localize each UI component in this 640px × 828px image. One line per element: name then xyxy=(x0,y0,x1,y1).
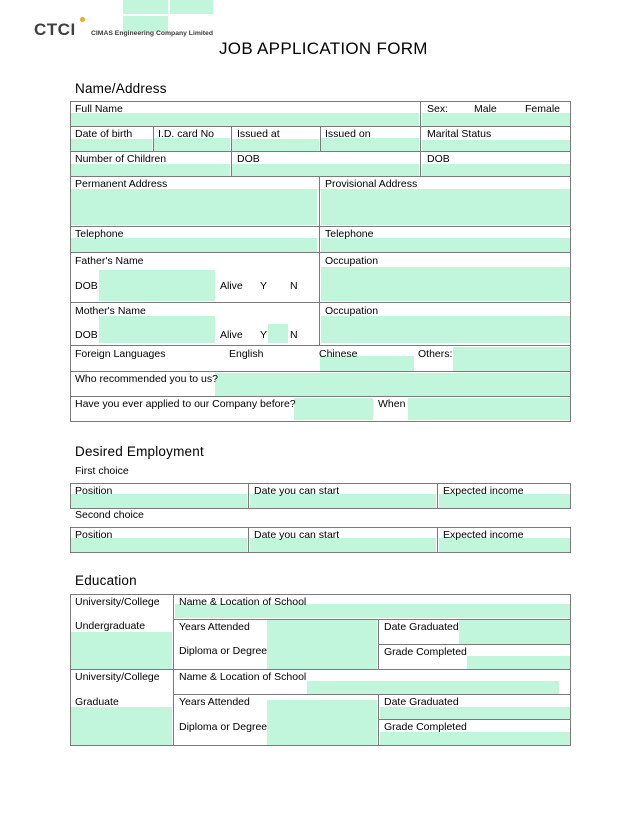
label-father-alive-n[interactable]: N xyxy=(290,280,298,292)
label-full-name: Full Name xyxy=(75,103,123,115)
undergrad-years-attended-field[interactable] xyxy=(267,620,377,669)
undergrad-type-field[interactable] xyxy=(71,632,172,669)
company-logo xyxy=(34,17,224,41)
father-occupation-field[interactable] xyxy=(321,267,570,301)
label-graduate: Graduate xyxy=(75,696,119,708)
grad-grade-completed-field[interactable] xyxy=(380,732,570,745)
mother-occupation-field[interactable] xyxy=(321,316,570,343)
label-number-of-children: Number of Children xyxy=(75,153,167,165)
label-grad-date-graduated: Date Graduated xyxy=(384,696,459,708)
label-second-date-start: Date you can start xyxy=(254,529,340,541)
label-provisional-address: Provisional Address xyxy=(325,178,418,190)
label-children-dob: DOB xyxy=(237,153,260,165)
number-of-children-field[interactable] xyxy=(71,164,230,176)
marital-status-field[interactable] xyxy=(422,140,570,151)
provisional-address-field[interactable] xyxy=(321,189,570,225)
label-second-position: Position xyxy=(75,529,113,541)
grad-type-field[interactable] xyxy=(71,707,172,745)
section-title-education: Education xyxy=(75,573,137,588)
label-permanent-address: Permanent Address xyxy=(75,178,168,190)
who-recommended-field[interactable] xyxy=(215,373,570,396)
label-telephone-right: Telephone xyxy=(325,228,374,240)
label-who-recommended: Who recommended you to us? xyxy=(75,373,218,385)
label-applied-before: Have you ever applied to our Company before? xyxy=(75,398,296,410)
label-undergrad-school: Name & Location of School xyxy=(179,596,307,608)
label-mother-occupation: Occupation xyxy=(325,305,379,317)
label-grad-grade-completed: Grade Completed xyxy=(384,721,467,733)
children-dob-field[interactable] xyxy=(232,164,419,176)
label-mothers-name: Mother's Name xyxy=(75,305,146,317)
label-mother-alive: Alive xyxy=(220,329,243,341)
label-first-expected-income: Expected income xyxy=(443,485,524,497)
permanent-address-field[interactable] xyxy=(71,189,317,225)
label-english[interactable]: English xyxy=(229,348,264,360)
label-mother-alive-y[interactable]: Y xyxy=(260,329,268,341)
label-sex: Sex: xyxy=(427,103,449,115)
label-others: Others: xyxy=(418,348,453,360)
label-grad-school: Name & Location of School xyxy=(179,671,307,683)
label-undergraduate: Undergraduate xyxy=(75,620,146,632)
label-first-date-start: Date you can start xyxy=(254,485,340,497)
label-father-dob: DOB xyxy=(75,280,98,292)
telephone-field-right[interactable] xyxy=(321,238,570,252)
label-grad-diploma: Diploma or Degree xyxy=(179,721,268,733)
label-undergrad-grade-completed: Grade Completed xyxy=(384,646,467,658)
label-first-position: Position xyxy=(75,485,113,497)
date-of-birth-field[interactable] xyxy=(71,139,152,151)
label-when: When xyxy=(378,398,406,410)
label-father-alive: Alive xyxy=(220,280,243,292)
label-undergrad-diploma: Diploma or Degree xyxy=(179,645,268,657)
company-name: CIMAS Engineering Company Limited xyxy=(91,30,213,37)
header-field-top-1[interactable] xyxy=(123,0,168,14)
full-name-field[interactable] xyxy=(71,113,419,126)
label-second-choice: Second choice xyxy=(75,509,144,521)
label-father-alive-y[interactable]: Y xyxy=(260,280,268,292)
telephone-field-left[interactable] xyxy=(71,238,317,252)
label-mother-alive-n[interactable]: N xyxy=(290,329,298,341)
label-grad-years-attended: Years Attended xyxy=(179,696,250,708)
label-date-of-birth: Date of birth xyxy=(75,128,133,140)
grad-school-field[interactable] xyxy=(307,681,559,694)
label-undergrad-years-attended: Years Attended xyxy=(179,621,250,633)
label-dob: DOB xyxy=(427,153,450,165)
applied-before-field[interactable] xyxy=(294,398,373,420)
mother-dob-field[interactable] xyxy=(99,316,215,343)
label-marital-status: Marital Status xyxy=(427,128,492,140)
logo-mark: CTCI xyxy=(34,20,76,39)
logo-accent-dot-icon xyxy=(80,17,85,22)
label-male[interactable]: Male xyxy=(474,103,497,115)
section-title-desired-employment: Desired Employment xyxy=(75,444,204,459)
grad-years-attended-field[interactable] xyxy=(267,700,377,745)
label-mother-dob: DOB xyxy=(75,329,98,341)
label-second-expected-income: Expected income xyxy=(443,529,524,541)
header-field-top-2[interactable] xyxy=(170,0,213,14)
label-first-choice: First choice xyxy=(75,465,129,477)
section-title-name-address: Name/Address xyxy=(75,81,167,96)
label-female[interactable]: Female xyxy=(525,103,561,115)
label-grad-university: University/College xyxy=(75,671,160,683)
when-field[interactable] xyxy=(408,398,570,420)
label-issued-at: Issued at xyxy=(237,128,280,140)
father-dob-field[interactable] xyxy=(99,270,215,301)
form-title: JOB APPLICATION FORM xyxy=(219,39,428,58)
issued-at-field[interactable] xyxy=(232,139,319,151)
label-telephone-left: Telephone xyxy=(75,228,124,240)
label-issued-on: Issued on xyxy=(325,128,371,140)
label-father-occupation: Occupation xyxy=(325,255,379,267)
label-fathers-name: Father's Name xyxy=(75,255,144,267)
label-undergrad-date-graduated: Date Graduated xyxy=(384,621,459,633)
undergrad-date-graduated-field[interactable] xyxy=(459,620,570,644)
undergrad-grade-completed-field[interactable] xyxy=(467,656,570,669)
label-id-card: I.D. card No xyxy=(158,128,215,140)
others-field[interactable] xyxy=(453,347,570,371)
label-undergrad-university: University/College xyxy=(75,596,160,608)
label-chinese[interactable]: Chinese xyxy=(319,348,358,360)
label-foreign-languages: Foreign Languages xyxy=(75,348,166,360)
mother-alive-y-field[interactable] xyxy=(268,324,288,343)
dob-field[interactable] xyxy=(422,164,570,176)
